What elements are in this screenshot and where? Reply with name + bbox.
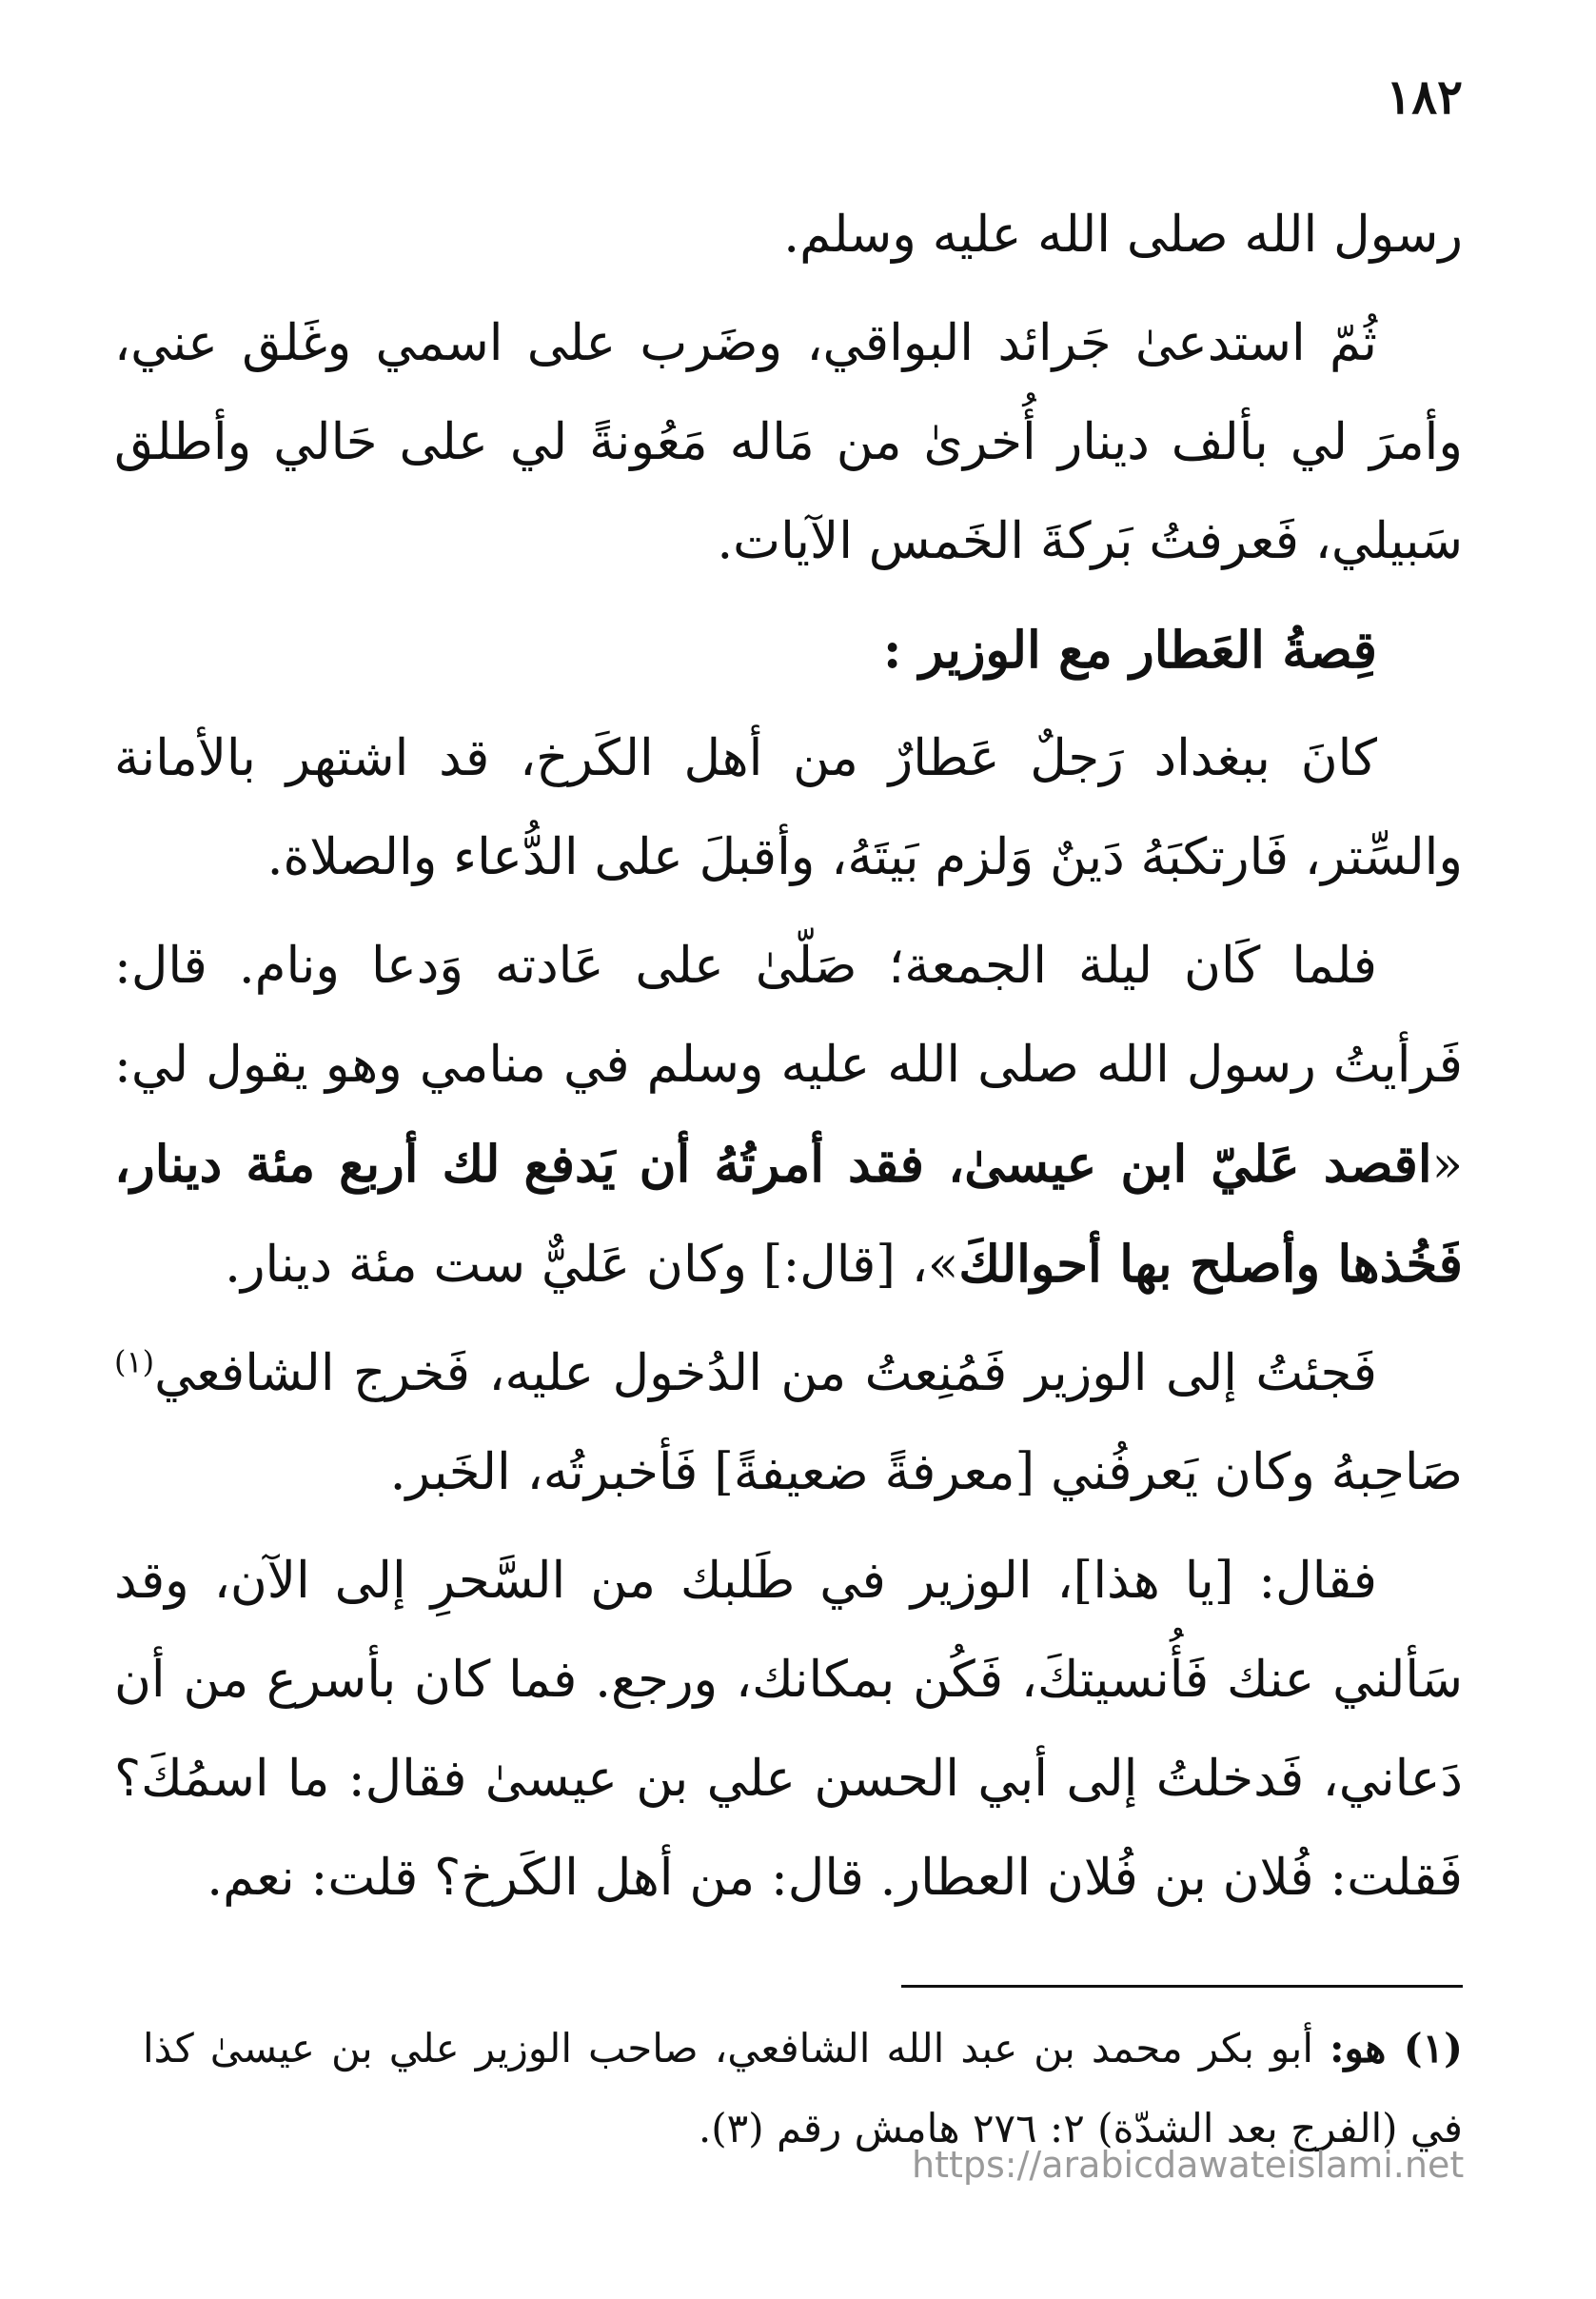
page-number: ١٨٢ [1386,69,1463,125]
footnote-divider [901,1985,1463,1988]
section-heading: قِصةُ العَطار مع الوزير : [882,621,1377,680]
footnote-reference: (١) [114,1343,155,1380]
footnote-text: أبو بكر محمد بن عبد الله الشافعي، صاحب الوزير علي بن عيسىٰ كذا في (الفرج بعد الشدّة) ٢: ٢٧٦ هامش رقم (٣). [143,2025,1463,2151]
story-paragraph-4: فقال: [يا هذا]، الوزير في طَلبك من السَّحرِ إلى الآن، وقد سَألني عنك فَأُنسيتكَ، فَكُن بمكانك، ورجع. فما كان بأسرع من أن دَعاني، فَدخلتُ إلى أبي الحسن علي بن عيسىٰ فقال: ما اسمُكَ؟ فَقلت: فُلان بن فُلان العطار. قال: من أهل الكَرخ؟ قلت: نعم. [114,1552,1463,1907]
story-paragraph-2-start: فلما كَان ليلة الجمعة؛ صَلّىٰ على عَادته وَدعا ونام. قال: فَرأيتُ رسول الله صلى الله عليه وسلم في منامي وهو يقول لي: « [114,937,1463,1194]
dream-quote: اقصد عَليّ ابن عيسىٰ، فقد أمرتُهُ أن يَدفع لك أربع مئة دينار، فَخُذها وأصلح بها أحوالكَ [114,1135,1463,1294]
watermark-url: https://arabicdawateislami.net [912,2144,1465,2186]
story-paragraph-3-start: فَجئتُ إلى الوزير فَمُنِعتُ من الدُخول عليه، فَخرج الشافعي [154,1344,1377,1402]
story-paragraph-1: كانَ ببغداد رَجلٌ عَطارٌ من أهل الكَرخ، قد اشتهر بالأمانة والسِّتر، فَارتكبَهُ دَينٌ وَلزم بَيتَهُ، وأقبلَ على الدُّعاء والصلاة. [114,729,1463,886]
main-text [114,186,1463,1937]
paragraph-continuation: رسول الله صلى الله عليه وسلم. [783,206,1463,264]
story-paragraph-2-end: »، [قال:] وكان عَليٌّ ست مئة دينار. [225,1236,959,1294]
footnote-marker: (١) هو: [1330,2025,1463,2071]
paragraph-blessing: ثُمّ استدعىٰ جَرائد البواقي، وضَرب على اسمي وغَلق عني، وأمرَ لي بألف دينار أُخرىٰ من مَاله مَعُونةً لي على حَالي وأطلق سَبيلي، فَعرفتُ بَركةَ الخَمس الآيات. [114,314,1463,570]
story-paragraph-2 [114,917,1463,1315]
story-paragraph-3 [114,1324,1463,1522]
story-paragraph-3-end: صَاحِبهُ وكان يَعرفُني [معرفةً ضعيفةً] فَأخبرتُه، الخَبر. [389,1443,1463,1501]
